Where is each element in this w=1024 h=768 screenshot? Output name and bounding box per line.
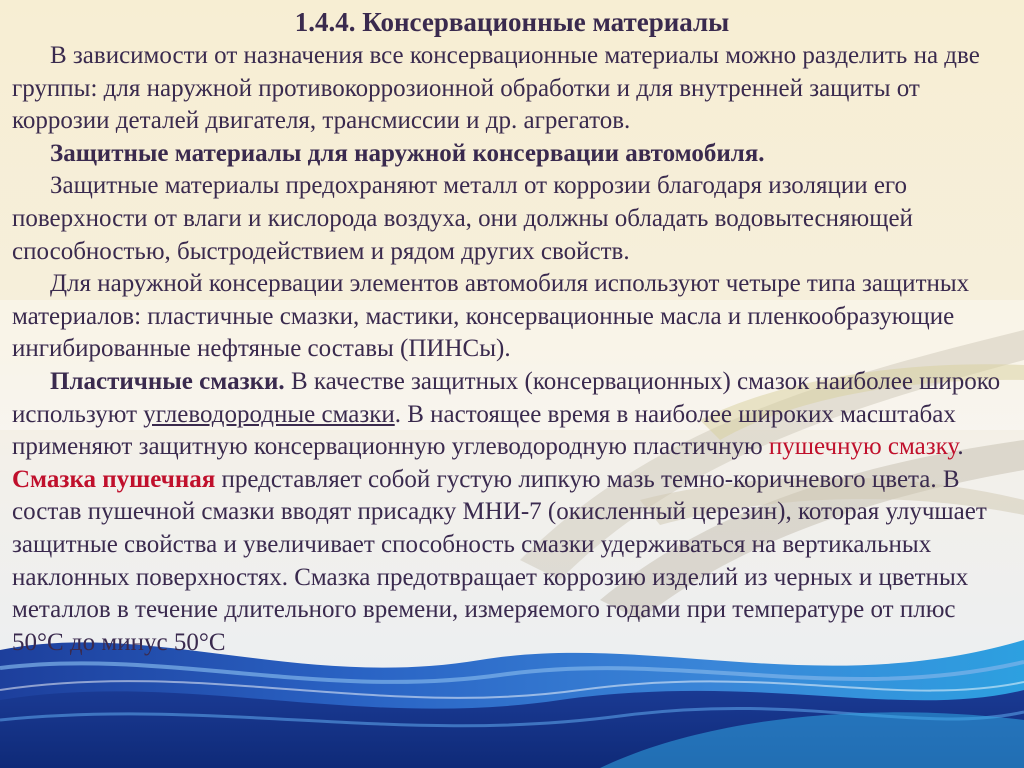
- gun-grease-heading: Смазка пушечная: [12, 465, 216, 493]
- greases-text-1: В качестве защитных (консервационных) смазок наиболее широко используют: [12, 367, 1001, 428]
- section-heading: Защитные материалы для наружной консервации автомобиля.: [50, 139, 765, 167]
- hydrocarbon-greases-term: углеводородные смазки: [143, 400, 395, 428]
- gun-grease-term: пушечную смазку: [768, 433, 958, 461]
- greases-text-2: . В настоящее время в наиболее широких масштабах применяют защитную консервационную углеводородную пластичную: [12, 400, 956, 461]
- slide-content: [12, 6, 1012, 659]
- greases-lead: Пластичные смазки.: [50, 367, 285, 395]
- greases-text-3: .: [957, 433, 964, 461]
- protective-materials-paragraph: Защитные материалы предохраняют металл от коррозии благодаря изоляции его поверхности от влаги и кислорода воздуха, они должны обладать водовытесняющей способностью, быстродействием и рядом других свойств.: [12, 172, 913, 265]
- section-heading-paragraph: [12, 138, 1012, 171]
- slide-title: 1.4.4. Консервационные материалы: [294, 7, 730, 37]
- material-types-paragraph: Для наружной консервации элементов автомобиля используют четыре типа защитных материалов: пластичные смазки, мастики, консервационные масла и пленкообразующие ингибированные нефтяные составы (ПИНСы).: [12, 270, 970, 363]
- intro-paragraph: В зависимости от назначения все консервационные материалы можно разделить на две группы: для наружной противокоррозионной обработки и для внутренней защиты от коррозии деталей двигателя, трансмиссии и др. агрегатов.: [12, 42, 980, 135]
- greases-text-4: представляет собой густую липкую мазь темно-коричневого цвета. В состав пушечной смазки вводят присадку МНИ-7 (окисленный церезин), которая улучшает защитные свойства и увеличивает способность смазки удерживаться на вертикальных наклонных поверхностях. Смазка предотвращает коррозию изделий из черных и цветных металлов в течение длительного времени, измеряемого годами при температуре от плюс 50°С до минус 50°С: [12, 465, 987, 656]
- greases-paragraph: [12, 366, 1012, 659]
